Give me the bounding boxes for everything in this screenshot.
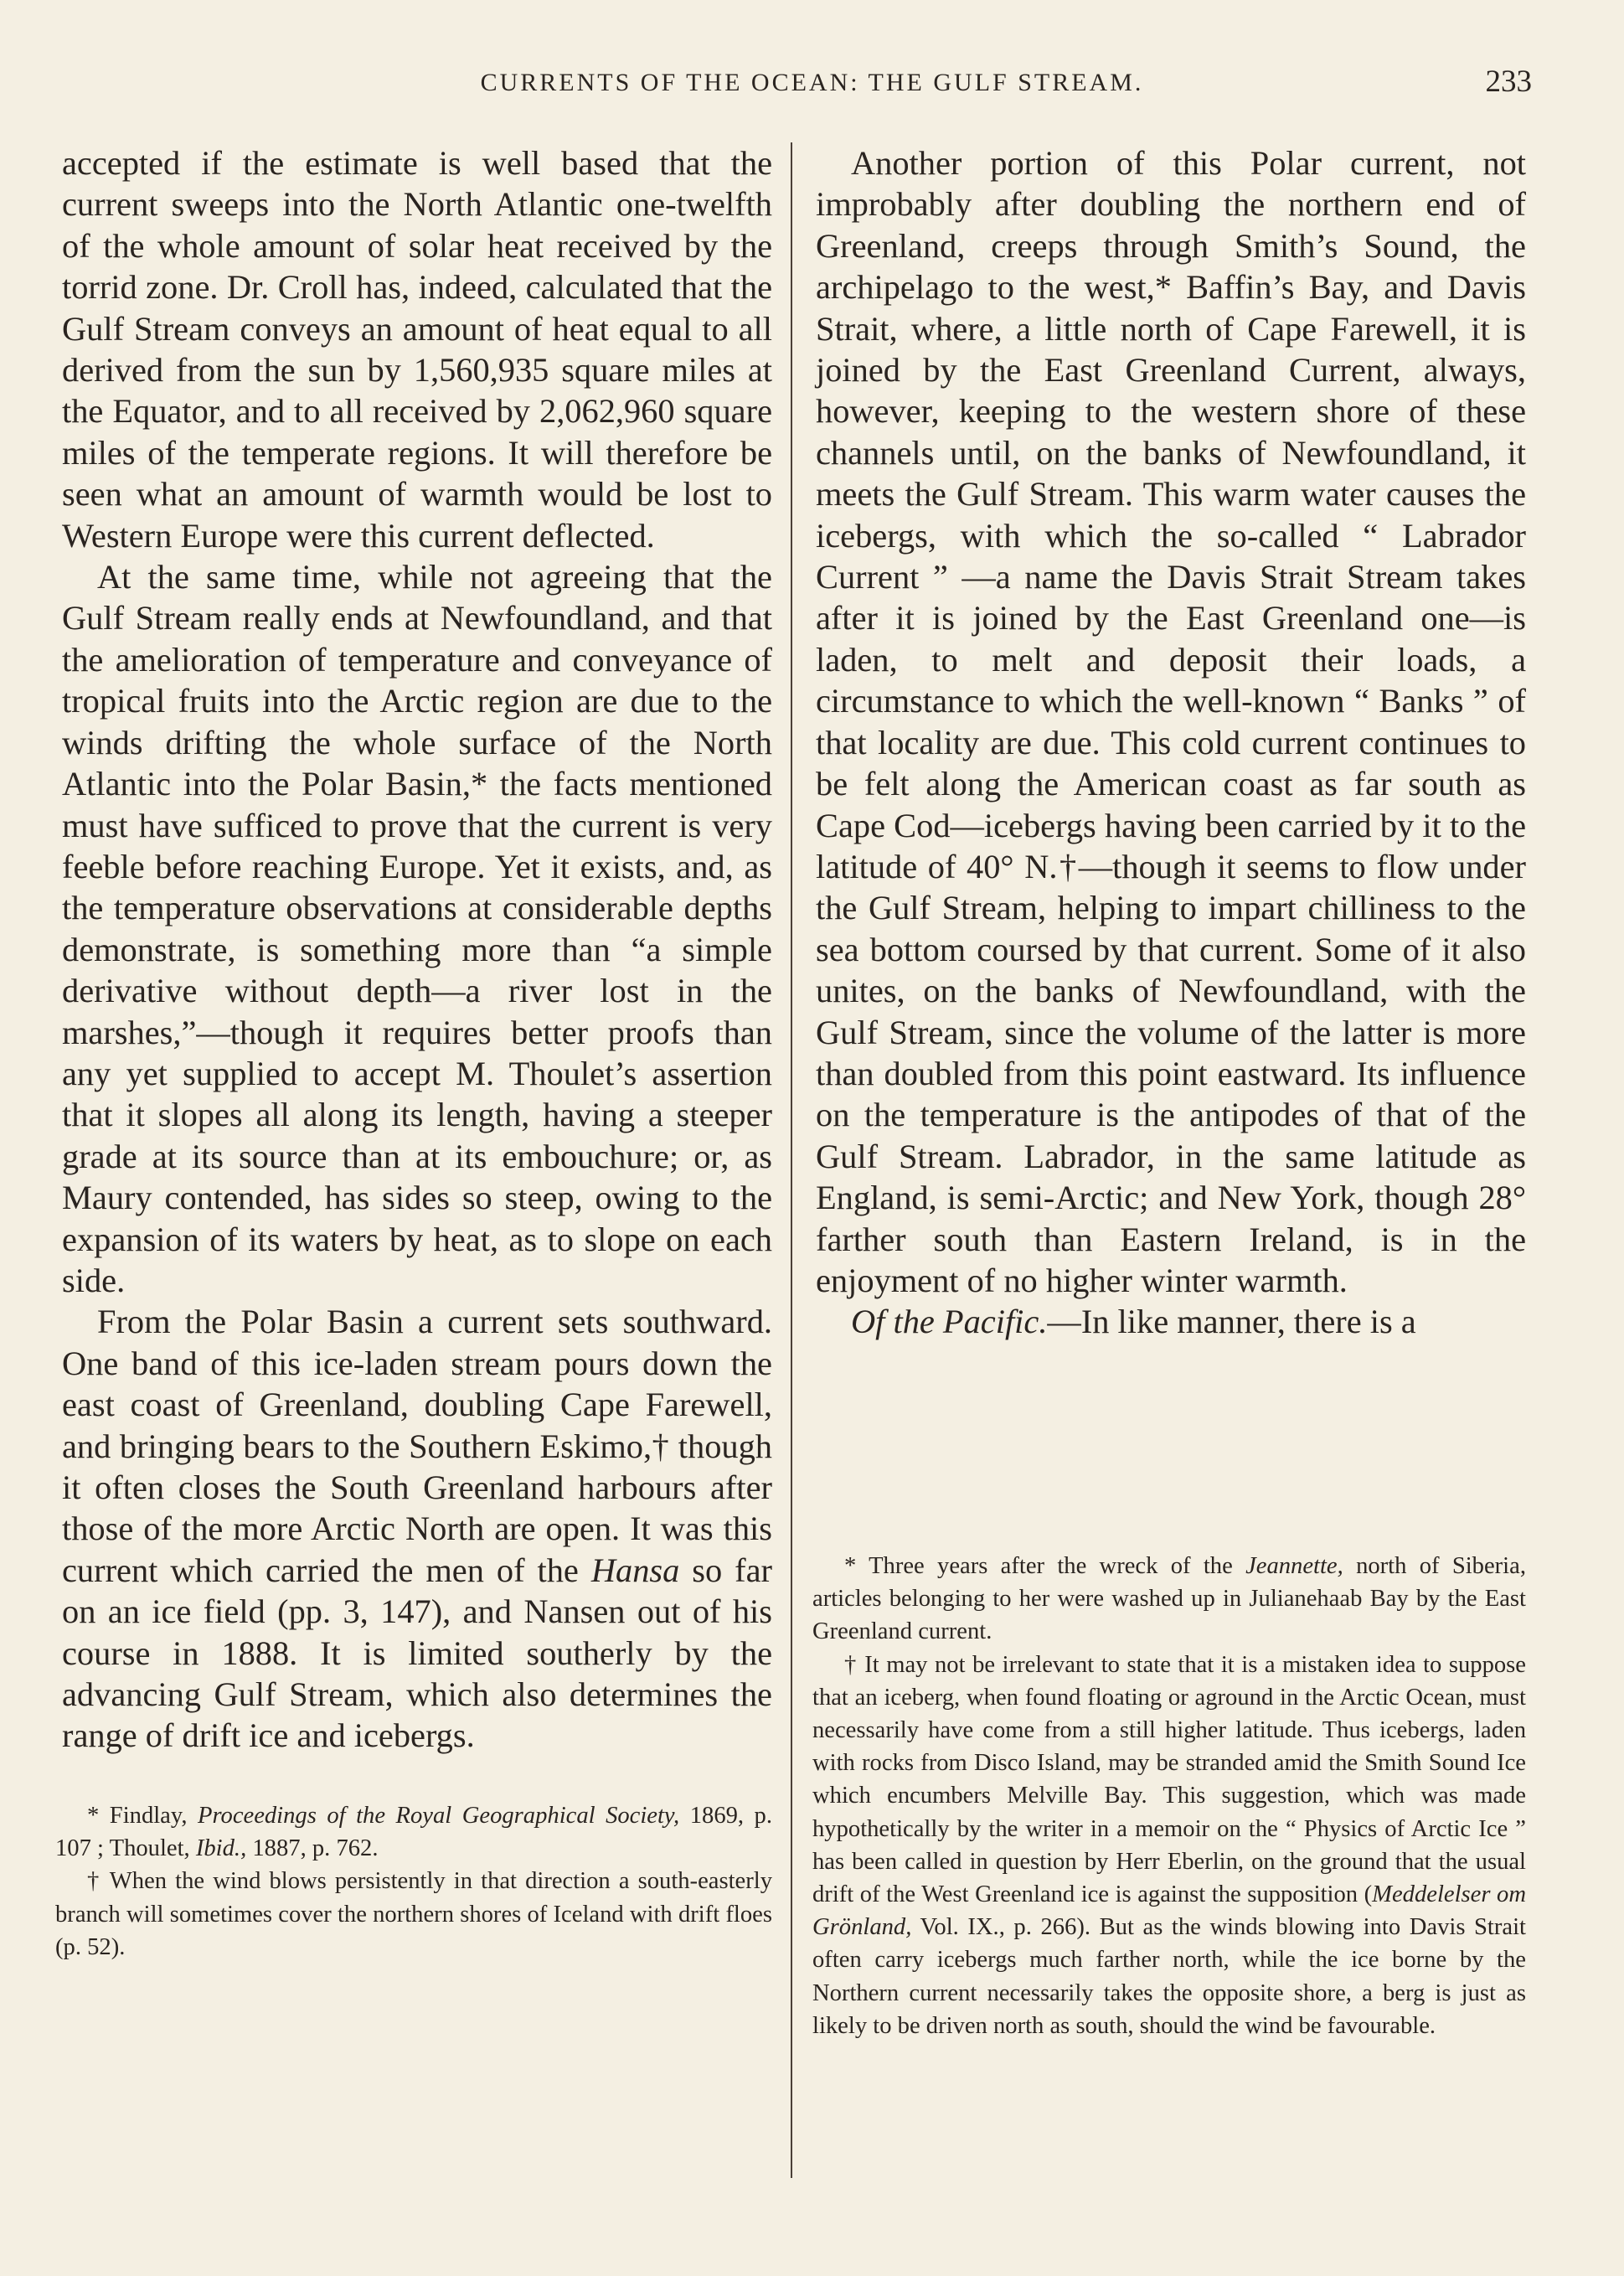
footnote-findlay-part-a: * Findlay, [87,1803,188,1829]
footnote-jeannette-ship: Jeannette, [1245,1553,1343,1579]
left-column [62,142,772,1757]
right-footnotes [812,1550,1526,2042]
footnote-icebergs-part-a: † It may not be irrelevant to state that it is a mistaken idea to suppose that an iceberg, when found floating or aground in the Arctic Ocean, must necessarily have come from a still higher latitude. Thus icebergs, laden with rocks from Disco Island, may be stranded amid the Smith Sound Ice which encumbers Melville Bay. This suggestion, which was made hypothetically by the writer in a memoir on the “ Physics of Arctic Ice ” has been called in question by Herr Eberlin, on the ground that the usual drift of the West Greenland ice is against the supposition ( [812,1651,1526,1908]
left-paragraph-3 [62,1301,772,1756]
footnote-jeannette-part-b: north of Siberia, articles belonging to her were washed up in Julianehaab Bay by the East Greenland current. [812,1553,1526,1645]
left-footnotes [55,1799,772,1964]
footnote-findlay-part-b: 1869, p. 107 ; Thoulet, [55,1803,773,1862]
footnote-icebergs-part-b: Vol. IX., p. 266). But as the winds blowing into Davis Strait often carry icebergs much farther north, while the ice borne by the Northern current necessarily takes the opposite shore, a berg is just as likely to be driven north as south, should the wind be favourable. [812,1914,1526,2039]
footnote-wind: † When the wind blows persistently in that direction a south-easterly branch will sometimes cover the northern shores of Iceland with drift floes (p. 52). [55,1868,772,1960]
right-paragraph-1: Another portion of this Polar current, not improbably after doubling the northern end of Greenland, creeps through Smith’s Sound, the archipelago to the west,* Baffin’s Bay, and Davis Strait, where, a little north of Cape Farewell, it is joined by the East Greenland Current, always, however, keeping to the western shore of these channels until, on the banks of Newfoundland, it meets the Gulf Stream. This warm water causes the icebergs, with which the so-called “ Labrador Current ” —a name the Davis Strait Stream takes after it is joined by the East Greenland one—is laden, to melt and deposit their loads, a circumstance to which the well-known “ Banks ” of that locality are due. This cold current continues to be felt along the American coast as far south as Cape Cod—icebergs having been carried by it to the latitude of 40° N.†—though it seems to flow under the Gulf Stream, helping to impart chilliness to the sea bottom coursed by that current. Some of it also unites, on the banks of Newfoundland, with the Gulf Stream, since the volume of the latter is more than doubled from this point eastward. Its influence on the temperature is the antipodes of that of the Gulf Stream. Labrador, in the same latitude as England, is semi-Arctic; and New York, though 28° farther south than Eastern Ireland, is in the enjoyment of no higher winter warmth. [816,144,1526,1299]
footnote-findlay [55,1799,772,1865]
footnote-findlay-part-c: 1887, p. 762. [252,1835,379,1862]
right-paragraph-2 [816,1301,1526,1342]
page-number: 233 [1485,65,1532,99]
footnote-icebergs-journal: Meddelelser om Grönland, [812,1881,1526,1941]
ship-name-hansa: Hansa [590,1551,680,1589]
section-heading-pacific: Of the Pacific. [851,1303,1048,1341]
running-title: CURRENTS OF THE OCEAN: THE GULF STREAM. [480,69,1144,96]
right-paragraph-2-rest: —In like manner, there is a [1047,1303,1416,1341]
footnote-jeannette [812,1550,1526,1649]
column-divider [791,142,792,2178]
left-paragraph-3-part-a: From the Polar Basin a current sets southward. One band of this ice-laden stream pours down the east coast of Greenland, doubling Cape Farewell, and bringing bears to the Southern Eskimo,† though it often closes the South Greenland harbours after those of the more Arctic North are open. It was this current which carried the men of the [62,1303,772,1589]
footnote-icebergs [812,1649,1526,2042]
footnote-findlay-ibid: Ibid., [195,1835,247,1862]
left-paragraph-3-part-b: so far on an ice field (pp. 3, 147), and Nansen out of his course in 1888. It is limited southerly by the advancing Gulf Stream, which also determines the range of drift ice and icebergs. [62,1551,772,1755]
right-column [816,142,1526,1343]
footnote-findlay-title: Proceedings of the Royal Geographical Society, [197,1803,680,1829]
left-paragraph-2: At the same time, while not agreeing that the Gulf Stream really ends at Newfoundland, and that the amelioration of temperature and conveyance of tropical fruits into the Arctic region are due to the winds drifting the whole surface of the North Atlantic into the Polar Basin,* the facts mentioned must have sufficed to prove that the current is very feeble before reaching Europe. Yet it exists, and, as the temperature observations at considerable depths demonstrate, is something more than “a simple derivative without depth—a river lost in the marshes,”—though it requires better proofs than any yet supplied to accept M. Thoulet’s assertion that it slopes all along its length, having a steeper grade at its source than at its embouchure; or, as Maury contended, has sides so steep, owing to the expansion of its waters by heat, as to slope on each side. [62,558,772,1299]
left-paragraph-1: accepted if the estimate is well based that the current sweeps into the North Atlantic one-twelfth of the whole amount of solar heat received by the torrid zone. Dr. Croll has, indeed, calculated that the Gulf Stream conveys an amount of heat equal to all derived from the sun by 1,560,935 square miles at the Equator, and to all received by 2,062,960 square miles of the temperate regions. It will therefore be seen what an amount of warmth would be lost to Western Europe were this current deflected. [62,144,772,555]
footnote-jeannette-part-a: * Three years after the wreck of the [844,1553,1233,1579]
